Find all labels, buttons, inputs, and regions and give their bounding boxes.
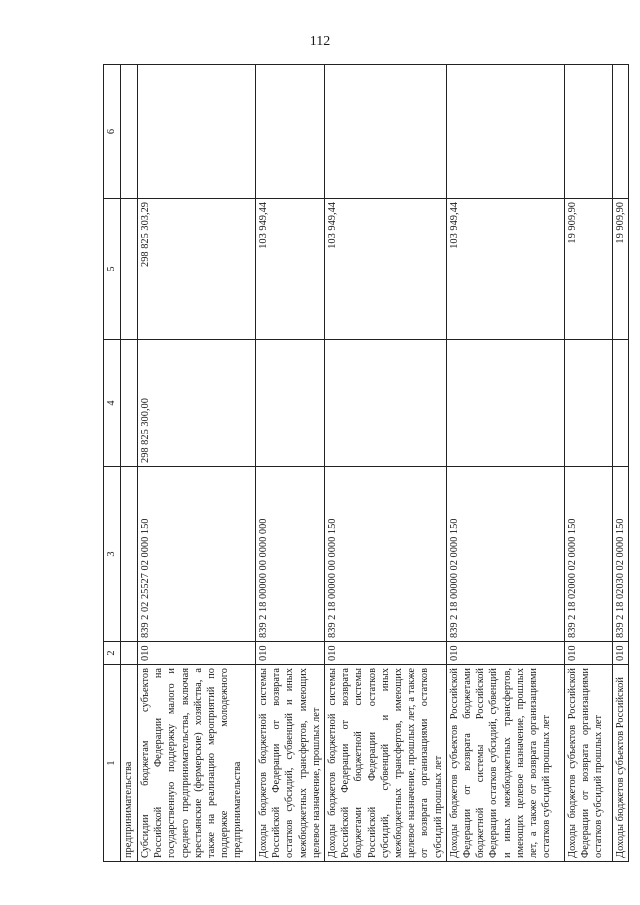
table-row	[612, 65, 628, 862]
column-6-cell	[325, 65, 447, 199]
admin-code: 010	[446, 642, 564, 665]
column-6-cell	[612, 65, 628, 199]
budget-classification-code: 839 2 18 02030 02 0000 150	[612, 467, 628, 642]
column-6-cell	[138, 65, 256, 199]
budget-classification-code: 839 2 18 00000 02 0000 150	[446, 467, 564, 642]
header-cell: 1	[104, 665, 121, 862]
budget-classification-code: 839 2 18 00000 00 0000 000	[256, 467, 325, 642]
table-row	[446, 65, 564, 862]
revenue-name: Доходы бюджетов бюджетной системы Российской Федерации от возврата бюджетами бюджетной системы Российской Федерации остатков субсидий, субвенций и иных межбюджетных трансфертов, имеющих целевое назначение, прошлых лет, а также от возврата организациями остатков субсидий прошлых лет	[325, 665, 447, 862]
column-6-cell	[256, 65, 325, 199]
table-row	[564, 65, 612, 862]
plan-amount: 298 825 300,00	[138, 340, 256, 467]
plan-amount	[612, 340, 628, 467]
budget-classification-code: 839 2 18 02000 02 0000 150	[564, 467, 612, 642]
table-row	[325, 65, 447, 862]
plan-amount	[325, 340, 447, 467]
table-row	[138, 65, 256, 862]
rotated-table-container	[103, 65, 626, 862]
budget-classification-code: 839 2 02 25527 02 0000 150	[138, 467, 256, 642]
actual-amount: 103 949,44	[446, 199, 564, 340]
actual-amount: 19 909,90	[612, 199, 628, 340]
revenue-name: Доходы бюджетов субъектов Российской	[612, 665, 628, 862]
page-number: 112	[309, 34, 331, 49]
header-cell: 3	[104, 467, 121, 642]
admin-code: 010	[138, 642, 256, 665]
actual-amount: 103 949,44	[325, 199, 447, 340]
revenue-name: Доходы бюджетов субъектов Российской Федерации от возврата бюджетами бюджетной системы Российской Федерации остатков субсидий, субвенций и иных межбюджетных трансфертов, имеющих целевое назначение, прошлых лет, а также от возврата организациями остатков субсидий прошлых лет	[446, 665, 564, 862]
revenue-name: Субсидии бюджетам субъектов Российской Федерации на государственную поддержку малого и среднего предпринимательства, включая крестьянские (фермерские) хозяйства, а также на реализацию мероприятий по поддержке молодежного предпринимательства	[138, 665, 256, 862]
empty-cell	[121, 467, 138, 642]
plan-amount	[256, 340, 325, 467]
continuation-row	[121, 65, 138, 862]
empty-cell	[121, 199, 138, 340]
empty-cell	[121, 340, 138, 467]
header-cell: 2	[104, 642, 121, 665]
header-cell: 4	[104, 340, 121, 467]
actual-amount: 298 825 303,29	[138, 199, 256, 340]
column-6-cell	[446, 65, 564, 199]
revenue-name: Доходы бюджетов субъектов Российской Федерации от возврата организациями остатков субсидий прошлых лет	[564, 665, 612, 862]
admin-code: 010	[256, 642, 325, 665]
revenue-name: предпринимательства	[121, 665, 138, 862]
budget-revenue-table	[103, 64, 629, 862]
plan-amount	[446, 340, 564, 467]
admin-code: 010	[564, 642, 612, 665]
actual-amount: 19 909,90	[564, 199, 612, 340]
header-cell: 5	[104, 199, 121, 340]
budget-classification-code: 839 2 18 00000 00 0000 150	[325, 467, 447, 642]
actual-amount: 103 949,44	[256, 199, 325, 340]
rotated-table-area	[103, 65, 626, 862]
revenue-name: Доходы бюджетов бюджетной системы Российской Федерации от возврата остатков субсидий, субвенций и иных межбюджетных трансфертов, имеющих целевое назначение, прошлых лет	[256, 665, 325, 862]
empty-cell	[121, 642, 138, 665]
header-cell: 6	[104, 65, 121, 199]
column-6-cell	[564, 65, 612, 199]
plan-amount	[564, 340, 612, 467]
admin-code: 010	[612, 642, 628, 665]
empty-cell	[121, 65, 138, 199]
table-row	[256, 65, 325, 862]
admin-code: 010	[325, 642, 447, 665]
header-row	[104, 65, 121, 862]
